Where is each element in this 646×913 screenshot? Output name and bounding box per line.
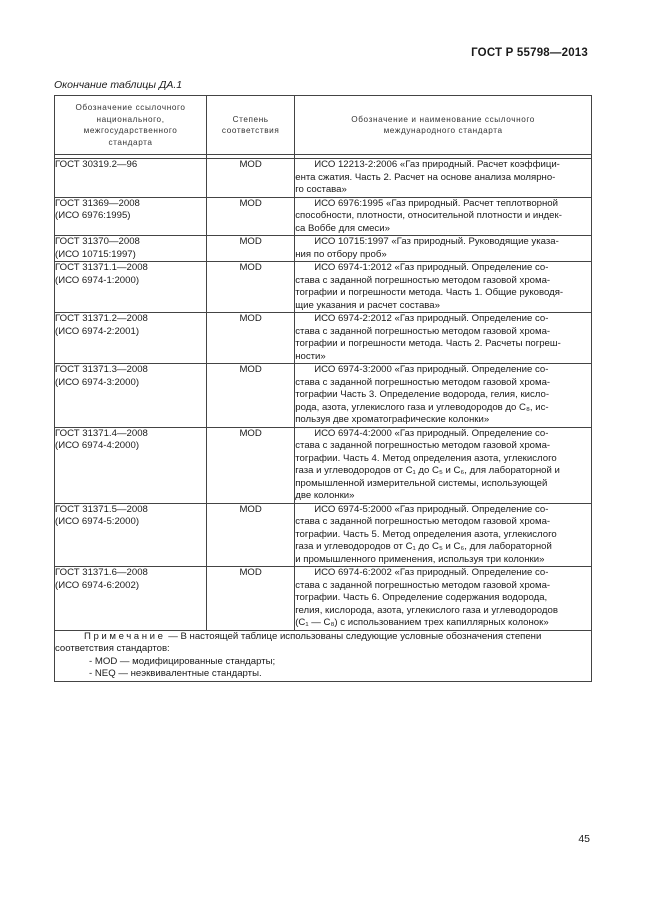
national-standard-designation: (ИСО 6974-1:2000) <box>55 274 140 286</box>
international-standard-text-line: тографии и погрешности метода. Часть 1. Общие руководя- <box>295 287 564 298</box>
national-standard-designation: (ИСО 10715:1997) <box>55 248 136 260</box>
international-standard-text-line: тографии и погрешности метода. Часть 2. Расчеты погреш- <box>295 338 561 349</box>
international-standard-text-line: става с заданной погрешностью методом газовой хрома- <box>295 516 551 527</box>
degree-of-correspondence-cell: MOD <box>207 262 295 313</box>
international-standard-text-line: тографии. Часть 4. Метод определения азота, углекислого <box>295 452 557 464</box>
national-standard-designation: ГОСТ 30319.2—96 <box>55 159 138 170</box>
reference-standards-table <box>54 95 592 682</box>
international-standard-text-line: газа и углеводородов от C₁ до C₅ и C₆, для лабораторной <box>295 541 552 552</box>
international-standard-text-line: ния по отбору проб» <box>295 248 387 260</box>
national-standard-cell <box>55 262 207 313</box>
table-caption: Окончание таблицы ДА.1 <box>54 79 183 91</box>
international-standard-cell <box>295 427 592 503</box>
international-standard-cell <box>295 503 592 567</box>
international-standard-text-line: тографии. Часть 6. Определение содержания водорода, <box>295 592 548 603</box>
national-standard-cell <box>55 197 207 236</box>
table-row <box>55 567 592 631</box>
international-standard-text-line: ИСО 6976:1995 «Газ природный. Расчет теплотворной <box>314 197 558 209</box>
international-standard-text-line: ИСО 12213-2:2006 «Газ природный. Расчет коэффици- <box>314 159 560 170</box>
note-intro: — В настоящей таблице использованы следующие условные обозначения степени <box>165 630 542 642</box>
international-standard-text-line: пользуя две хроматографические колонки» <box>295 414 490 425</box>
international-standard-text-line: ента сжатия. Часть 2. Расчет на основе анализа молярно- <box>295 171 556 183</box>
international-standard-text-line: способности, плотности, относительной плотности и индек- <box>295 210 562 221</box>
note-row <box>55 630 592 681</box>
header-line: Степень <box>232 114 269 124</box>
table-note <box>55 630 592 681</box>
international-standard-cell <box>295 236 592 262</box>
national-standard-designation: (ИСО 6974-2:2001) <box>55 325 140 337</box>
degree-of-correspondence-cell: MOD <box>207 159 295 198</box>
national-standard-cell <box>55 159 207 198</box>
international-standard-cell <box>295 567 592 631</box>
national-standard-designation: ГОСТ 31371.5—2008 <box>55 503 148 515</box>
international-standard-cell <box>295 364 592 428</box>
international-standard-text-line: тографии. Часть 5. Метод определения азота, углекислого <box>295 528 557 540</box>
degree-of-correspondence-cell: MOD <box>207 567 295 631</box>
degree-of-correspondence-cell: MOD <box>207 313 295 364</box>
table-row <box>55 503 592 567</box>
international-standard-text-line: ИСО 6974-4:2000 «Газ природный. Определение со- <box>314 427 549 439</box>
table-row <box>55 197 592 236</box>
column-header-degree <box>207 96 295 155</box>
international-standard-text-line: ИСО 6974-3:2000 «Газ природный. Определение со- <box>314 364 549 375</box>
page-number: 45 <box>578 833 590 845</box>
table-row <box>55 427 592 503</box>
table-header-row <box>55 96 592 155</box>
degree-of-correspondence-cell: MOD <box>207 427 295 503</box>
degree-of-correspondence-cell: MOD <box>207 197 295 236</box>
table-row <box>55 236 592 262</box>
national-standard-designation: ГОСТ 31371.4—2008 <box>55 427 148 439</box>
international-standard-cell <box>295 159 592 198</box>
national-standard-designation: ГОСТ 31369—2008 <box>55 197 140 209</box>
table-row <box>55 262 592 313</box>
degree-of-correspondence-cell: MOD <box>207 236 295 262</box>
international-standard-text-line: рода, азота, углекислого газа и углеводородов до C₈, ис- <box>295 401 549 413</box>
note-item-neq: - NEQ — неэквивалентные стандарты. <box>89 668 262 679</box>
header-line: соответствия <box>221 126 280 135</box>
national-standard-designation: (ИСО 6976:1995) <box>55 210 131 221</box>
national-standard-cell <box>55 567 207 631</box>
international-standard-cell <box>295 313 592 364</box>
national-standard-designation: ГОСТ 31371.3—2008 <box>55 364 148 375</box>
degree-of-correspondence-cell: MOD <box>207 503 295 567</box>
table-row <box>55 159 592 198</box>
header-line: национального, <box>96 114 165 124</box>
international-standard-text-line: и промышленного применения, используя три колонки» <box>295 553 545 565</box>
international-standard-text-line: става с заданной погрешностью методом газовой хрома- <box>295 376 551 388</box>
national-standard-cell <box>55 313 207 364</box>
international-standard-text-line: две колонки» <box>295 490 355 501</box>
national-standard-designation: ГОСТ 31370—2008 <box>55 236 140 247</box>
international-standard-text-line: са Воббе для смеси» <box>295 222 390 234</box>
international-standard-text-line: ИСО 10715:1997 «Газ природный. Руководящие указа- <box>314 236 559 247</box>
note-item-mod: - MOD — модифицированные стандарты; <box>89 655 276 667</box>
national-standard-designation: ГОСТ 31371.2—2008 <box>55 313 148 324</box>
international-standard-text-line: тографии Часть 3. Определение водорода, гелия, кисло- <box>295 389 550 400</box>
column-header-national-standard <box>55 96 207 155</box>
national-standard-cell <box>55 236 207 262</box>
international-standard-text-line: щие указания и расчет состава» <box>295 299 440 311</box>
national-standard-cell <box>55 503 207 567</box>
national-standard-cell <box>55 364 207 428</box>
international-standard-text-line: става с заданной погрешностью методом газовой хрома- <box>295 440 551 451</box>
national-standard-cell <box>55 427 207 503</box>
document-code: ГОСТ Р 55798—2013 <box>471 47 588 59</box>
international-standard-cell <box>295 197 592 236</box>
national-standard-designation: (ИСО 6974-6:2002) <box>55 579 140 591</box>
international-standard-text-line: (C₁ — C₈) с использованием трех капиллярных колонок» <box>295 617 549 628</box>
note-intro-continued: соответствия стандартов: <box>55 643 170 654</box>
header-line: Обозначение ссылочного <box>75 103 186 112</box>
international-standard-text-line: ИСО 6974-2:2012 «Газ природный. Определение со- <box>314 313 549 324</box>
international-standard-text-line: става с заданной погрешностью методом газовой хрома- <box>295 274 551 286</box>
international-standard-text-line: ИСО 6974-1:2012 «Газ природный. Определение со- <box>314 262 549 273</box>
national-standard-designation: (ИСО 6974-5:2000) <box>55 516 140 527</box>
national-standard-designation: (ИСО 6974-4:2000) <box>55 440 140 451</box>
header-line: Обозначение и наименование ссылочного <box>351 114 535 124</box>
national-standard-designation: (ИСО 6974-3:2000) <box>55 376 140 388</box>
national-standard-designation: ГОСТ 31371.6—2008 <box>55 567 148 578</box>
column-header-international-standard <box>295 96 592 155</box>
international-standard-cell <box>295 262 592 313</box>
international-standard-text-line: газа и углеводородов от C₁ до C₅ и C₆, для лабораторной и <box>295 465 560 476</box>
international-standard-text-line: става с заданной погрешностью методом газовой хрома- <box>295 325 551 337</box>
international-standard-text-line: ИСО 6974-6:2002 «Газ природный. Определение со- <box>314 567 549 578</box>
international-standard-text-line: става с заданной погрешностью методом газовой хрома- <box>295 579 551 591</box>
degree-of-correspondence-cell: MOD <box>207 364 295 428</box>
international-standard-text-line: го состава» <box>295 184 347 195</box>
table-row <box>55 313 592 364</box>
header-line: международного стандарта <box>383 126 503 135</box>
national-standard-designation: ГОСТ 31371.1—2008 <box>55 262 148 273</box>
table-body <box>55 159 592 631</box>
header-line: межгосударственного стандарта <box>83 126 178 147</box>
international-standard-text-line: ности» <box>295 350 326 362</box>
note-label: Примечание <box>84 630 166 642</box>
international-standard-text-line: ИСО 6974-5:2000 «Газ природный. Определение со- <box>314 503 549 515</box>
international-standard-text-line: промышленной измерительной системы, использующей <box>295 477 548 489</box>
international-standard-text-line: гелия, кислорода, азота, углекислого газа и углеводородов <box>295 604 558 616</box>
table-row <box>55 364 592 428</box>
